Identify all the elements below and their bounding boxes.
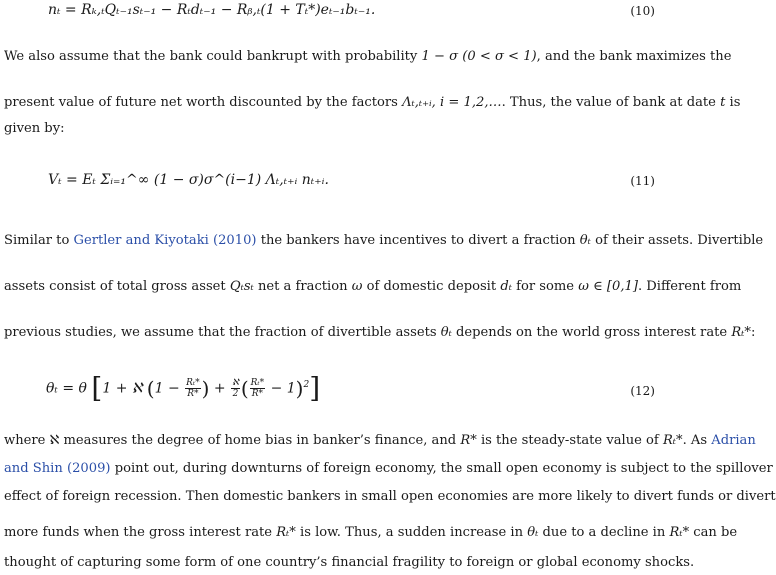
eq12-one-minus: 1 − — [154, 380, 180, 397]
para3-line1 — [4, 432, 756, 450]
math-t: t — [720, 95, 726, 110]
left-paren: ( — [240, 376, 249, 401]
text: present value of future net worth discounted by the factors — [4, 95, 398, 110]
text: is the steady-state value of — [480, 433, 659, 448]
text: of domestic deposit — [366, 279, 497, 294]
para3-line3: effect of foreign recession. Then domestic bankers in small open economies are more likely to divert funds or divert — [4, 489, 776, 504]
para3-line5: thought of capturing some form of one country’s financial fragility to foreign or global economy shocks. — [4, 555, 695, 570]
math-sigma-range: 1 − σ (0 < σ < 1) — [421, 49, 537, 64]
eq12-lhs: θₜ = θ — [46, 380, 87, 397]
math-discount-factor: Λₜ,ₜ₊ᵢ, i = 1,2,… — [402, 95, 502, 110]
equation-12 — [0, 368, 701, 412]
text: due to a decline in — [542, 525, 666, 540]
text: the bankers have incentives to divert a fraction — [260, 233, 576, 248]
math-aleph: ℵ — [49, 433, 60, 448]
text: where — [4, 433, 46, 448]
text: for some — [516, 279, 575, 294]
right-paren: ) — [201, 376, 210, 401]
text: . Thus, the value of bank at date — [501, 95, 716, 110]
left-bracket: [ — [91, 371, 103, 405]
text: depends on the world gross interest rate — [456, 325, 728, 340]
left-paren: ( — [146, 376, 155, 401]
citation-gertler-kiyotaki[interactable]: Gertler and Kiyotaki (2010) — [73, 233, 257, 248]
fraction-r-ratio-1 — [185, 378, 201, 399]
math-theta-t: θₜ — [440, 325, 452, 340]
math-r-star-t: Rₜ* — [669, 525, 690, 540]
para3-line4 — [4, 524, 738, 542]
math-d-t: dₜ — [500, 279, 512, 294]
citation-adrian-shin-cont[interactable]: and Shin (2009) — [4, 461, 111, 476]
equation-11 — [0, 168, 701, 204]
math-theta-t: θₜ — [579, 233, 591, 248]
equation-11-body: Vₜ = Eₜ Σᵢ₌₁^∞ (1 − σ)σ^(i−1) Λₜ,ₜ₊ᵢ nₜ₊ᵢ. — [48, 172, 329, 188]
equation-10-body: nₜ = Rₖ,ₜQₜ₋₁sₜ₋₁ − Rₜdₜ₋₁ − Rᵦ,ₜ(1 + Tₜ*)eₜ₋₁bₜ₋₁. — [48, 2, 376, 18]
para1-line3: given by: — [4, 121, 65, 136]
right-paren: ) — [295, 376, 304, 401]
text: : — [750, 325, 756, 340]
text: is — [729, 95, 741, 110]
math-theta-t: θₜ — [527, 525, 539, 540]
text: of their assets. Divertible — [595, 233, 764, 248]
text: point out, during downturns of foreign economy, the small open economy is subject to the spillover — [114, 461, 773, 476]
text: more funds when the gross interest rate — [4, 525, 273, 540]
text: . As — [682, 433, 708, 448]
frac3-denominator: R* — [251, 389, 264, 399]
frac1-numerator: Rₜ* — [186, 378, 200, 388]
eq12-minus-one: − 1 — [270, 380, 296, 397]
para2-line2 — [4, 278, 742, 296]
math-r-star-t: Rₜ* — [731, 325, 751, 340]
frac2-denominator: 2 — [232, 389, 239, 399]
frac3-numerator: Rₜ* — [250, 378, 265, 388]
math-omega-range: ω ∈ [0,1] — [578, 279, 638, 294]
math-r-star-t: Rₜ* — [276, 525, 296, 540]
text: , and the bank maximizes the — [536, 49, 732, 64]
eq12-plus: + — [213, 380, 226, 397]
frac2-numerator: ℵ — [232, 378, 239, 388]
text: We also assume that the bank could bankrupt with probability — [4, 49, 418, 64]
text: net a fraction — [257, 279, 348, 294]
equation-10 — [0, 0, 701, 36]
para1-line2 — [4, 94, 741, 112]
para3-line2 — [4, 460, 773, 478]
right-bracket: ] — [309, 371, 321, 405]
math-r-star-t: Rₜ* — [662, 433, 683, 448]
equation-10-number: (10) — [630, 4, 655, 18]
text: . Different from — [637, 279, 742, 294]
text: assets consist of total gross asset — [4, 279, 226, 294]
equation-12-number: (12) — [630, 384, 655, 398]
citation-adrian-shin[interactable]: Adrian — [711, 433, 756, 448]
equation-11-number: (11) — [630, 174, 655, 188]
frac1-denominator: R* — [187, 389, 199, 399]
para2-line3 — [4, 324, 756, 342]
math-qs: Qₜsₜ — [229, 279, 254, 294]
text: measures the degree of home bias in banker’s finance, and — [63, 433, 457, 448]
fraction-r-ratio-2 — [250, 378, 266, 399]
text: Similar to — [4, 233, 70, 248]
text: is low. Thus, a sudden increase in — [300, 525, 524, 540]
eq12-square: 2 — [303, 379, 310, 390]
eq12-one-plus-aleph: 1 + ℵ — [102, 380, 143, 397]
math-omega: ω — [351, 279, 363, 294]
equation-12-body — [46, 371, 321, 405]
math-r-star: R* — [460, 433, 477, 448]
text: previous studies, we assume that the fraction of divertible assets — [4, 325, 437, 340]
para1-line1 — [4, 48, 732, 66]
para2-line1 — [4, 232, 764, 250]
fraction-aleph-half — [231, 378, 240, 399]
text: can be — [693, 525, 738, 540]
